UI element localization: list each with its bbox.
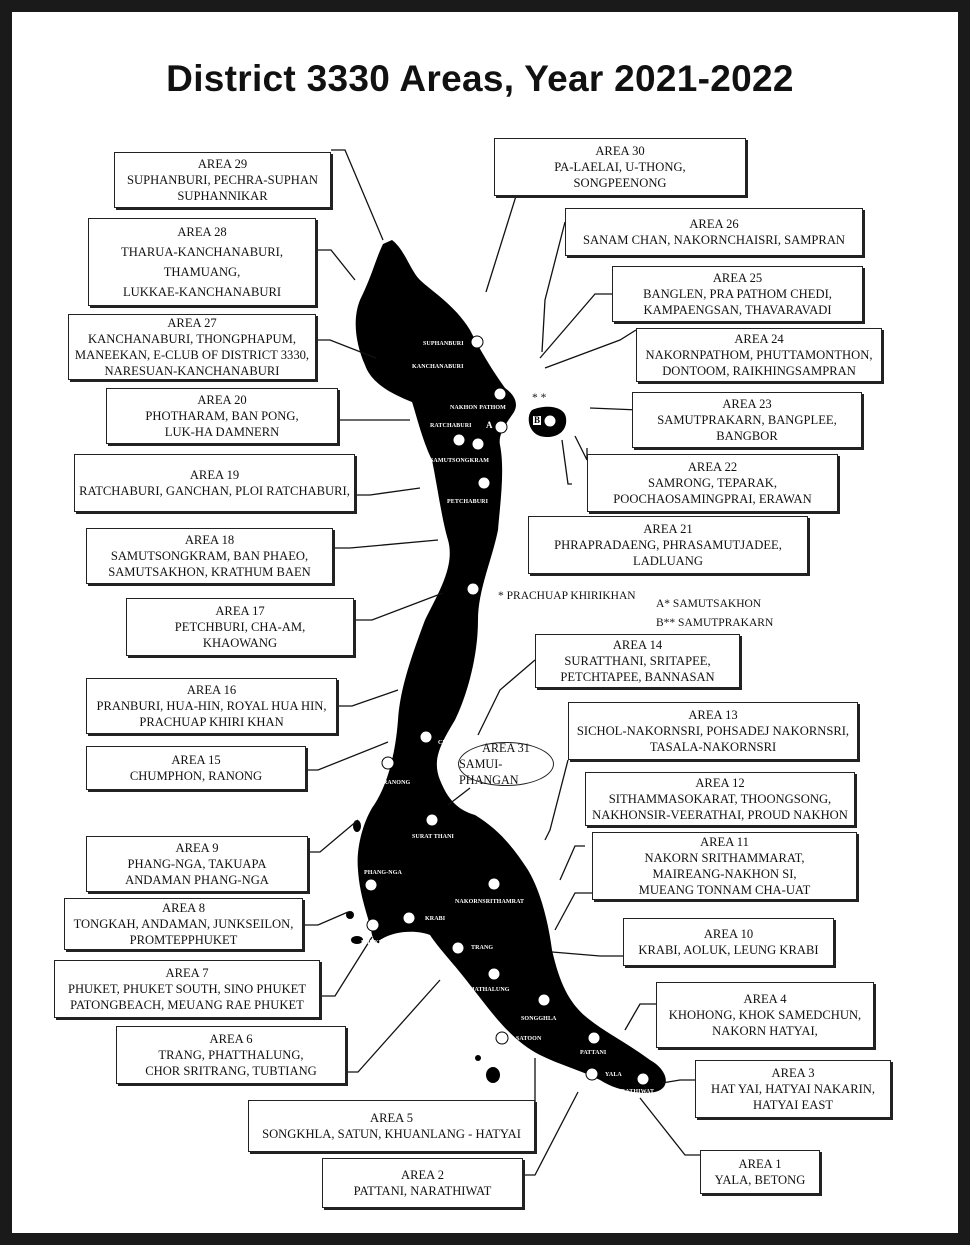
area-9-box: AREA 9 PHANG-NGA, TAKUAPA ANDAMAN PHANG-NGA [86,836,308,892]
area-8-box: AREA 8 TONGKAH, ANDAMAN, JUNKSEILON, PROMTEPPHUKET [64,898,303,950]
area-16-box: AREA 16 PRANBURI, HUA-HIN, ROYAL HUA HIN, PRACHUAP KHIRI KHAN [86,678,337,734]
city-label: PATTANI [580,1050,607,1056]
area-27-box: AREA 27 KANCHANABURI, THONGPHAPUM, MANEEKAN, E-CLUB OF DISTRICT 3330, NARESUAN-KANCHANABURI [68,314,316,380]
area-17-box: AREA 17 PETCHBURI, CHA-AM, KHAOWANG [126,598,354,656]
area-14-box: AREA 14 SURATTHANI, SRITAPEE, PETCHTAPEE, BANNASAN [535,634,740,688]
city-label: SATOON [516,1036,542,1042]
city-label: SURAT THANI [412,834,454,840]
city-label: SONGGHLA [521,1016,557,1022]
area-24-box: AREA 24 NAKORNPATHOM, PHUTTAMONTHON, DONTOOM, RAIKHINGSAMPRAN [636,328,882,382]
area-29-box: AREA 29 SUPHANBURI, PECHRA-SUPHAN SUPHANNIKAR [114,152,331,208]
city-label: CHUMPHON [438,740,476,746]
area-31-bubble: AREA 31 SAMUI-PHANGAN [458,742,554,786]
page-title: District 3330 Areas, Year 2021-2022 [166,58,794,99]
city-label: SUPHANBURI [423,341,464,347]
city-label: PETCHABURI [447,499,489,505]
city-label: KANCHANABURI [412,364,464,370]
area-21-box: AREA 21 PHRAPRADAENG, PHRASAMUTJADEE, LADLUANG [528,516,808,574]
area-25-box: AREA 25 BANGLEN, PRA PATHOM CHEDI, KAMPAENGSAN, THAVARAVADI [612,266,863,322]
city-label: NAKHON PATHOM [450,405,506,411]
marker-stars-b: * * [532,392,547,404]
city-label: PHUKET [361,940,387,946]
city-label: RANONG [383,780,411,786]
marker-star-a: * [512,424,517,434]
area-3-box: AREA 3 HAT YAI, HATYAI NAKARIN, HATYAI EAST [695,1060,891,1118]
city-label: SAMUTSONGKRAM [430,458,489,464]
city-label: KRABI [425,916,446,922]
marker-a: A [486,420,493,430]
area-18-box: AREA 18 SAMUTSONGKRAM, BAN PHAEO, SAMUTSAKHON, KRATHUM BAEN [86,528,333,584]
city-label: PHANG-NGA [364,870,402,876]
area-4-box: AREA 4 KHOHONG, KHOK SAMEDCHUN, NAKORN HATYAI, [656,982,874,1048]
city-label: TRANG [471,945,494,951]
area-10-box: AREA 10 KRABI, AOLUK, LEUNG KRABI [623,918,834,966]
area-23-box: AREA 23 SAMUTPRAKARN, BANGPLEE, BANGBOR [632,392,862,448]
city-label: PHATHALUNG [466,987,510,993]
city-label: RATCHABURI [430,423,472,429]
city-label: YALA [605,1072,622,1078]
area-19-box: AREA 19 RATCHABURI, GANCHAN, PLOI RATCHABURI, [74,454,355,512]
area-20-box: AREA 20 PHOTHARAM, BAN PONG, LUK-HA DAMNERN [106,388,338,444]
city-label: NAKORNSRITHAMRAT [455,899,525,905]
area-13-box: AREA 13 SICHOL-NAKORNSRI, POHSADEJ NAKORNSRI, TASALA-NAKORNSRI [568,702,858,760]
area-11-box: AREA 11 NAKORN SRITHAMMARAT, MAIREANG-NAKHON SI, MUEANG TONNAM CHA-UAT [592,832,857,900]
area-15-box: AREA 15 CHUMPHON, RANONG [86,746,306,790]
area-28-box: AREA 28 THARUA-KANCHANABURI, THAMUANG, LUKKAE-KANCHANABURI [88,218,316,306]
area-12-box: AREA 12 SITHAMMASOKARAT, THOONGSONG, NAKHONSIR-VEERATHAI, PROUD NAKHON [585,772,855,826]
note-b-samutprakarn: B** SAMUTPRAKARN [656,617,774,629]
area-2-box: AREA 2 PATTANI, NARATHIWAT [322,1158,523,1208]
area-30-box: AREA 30 PA-LAELAI, U-THONG, SONGPEENONG [494,138,746,196]
area-6-box: AREA 6 TRANG, PHATTHALUNG, CHOR SRITRANG, TUBTIANG [116,1026,346,1084]
note-prachuap: * PRACHUAP KHIRIKHAN [498,590,636,602]
area-7-box: AREA 7 PHUKET, PHUKET SOUTH, SINO PHUKET PATONGBEACH, MEUANG RAE PHUKET [54,960,320,1018]
area-22-box: AREA 22 SAMRONG, TEPARAK, POOCHAOSAMINGPRAI, ERAWAN [587,454,838,512]
area-26-box: AREA 26 SANAM CHAN, NAKORNCHAISRI, SAMPRAN [565,208,863,256]
marker-b: B [534,415,541,425]
city-label: NARATHIWAT [612,1089,655,1095]
area-5-box: AREA 5 SONGKHLA, SATUN, KHUANLANG - HATYAI [248,1100,535,1152]
note-a-samutsakhon: A* SAMUTSAKHON [656,598,762,610]
area-1-box: AREA 1 YALA, BETONG [700,1150,820,1194]
